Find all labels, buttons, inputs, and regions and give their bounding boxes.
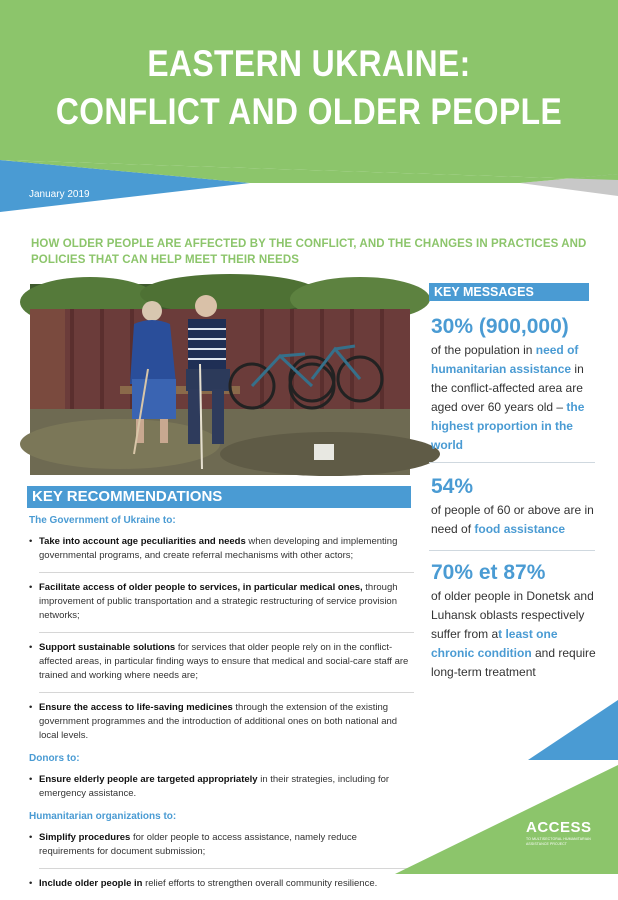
logo-word: ACCESS [526, 819, 592, 836]
recommendation-bold: Simplify procedures [39, 832, 131, 843]
message-text: of people of 60 or above are in need of [431, 503, 594, 536]
recommendation-text: for older people to access assistance, namely reduce requirements for document submission; [39, 832, 357, 857]
document-title [43, 40, 574, 136]
publication-date: January 2019 [29, 189, 90, 200]
key-message-1 [431, 314, 596, 455]
title-line-2: CONFLICT AND OLDER PEOPLE [55, 91, 563, 132]
recommendation-text: through the extension of the existing government programmes and the introduction of additional ones on both national and local levels. [39, 702, 398, 741]
message-text: in the conflict-affected area are aged over 60 years old – [431, 362, 584, 414]
message-highlight: need of humanitarian assistance [431, 343, 579, 376]
recommendation-text: relief efforts to strengthen overall community resilience. [142, 878, 378, 889]
key-message-3 [431, 560, 596, 682]
divider [39, 632, 414, 633]
humanitarian-heading: Humanitarian organizations to: [29, 811, 177, 822]
recommendation-item [29, 877, 414, 891]
recommendation-bold: Include older people in [39, 878, 143, 889]
photo-elderly-couple [30, 284, 410, 475]
divider [429, 550, 595, 551]
recommendation-bold: Support sustainable solutions [39, 642, 176, 653]
stat-value: 54% [431, 475, 474, 498]
recommendation-bold: Ensure the access to life-saving medicines [39, 702, 233, 713]
government-heading: The Government of Ukraine to: [29, 515, 176, 526]
subtitle: HOW OLDER PEOPLE ARE AFFECTED BY THE CONFLICT, AND THE CHANGES IN PRACTICES AND POLICIES THAT CAN HELP MEET THEIR NEEDS [31, 238, 587, 266]
recommendation-text: for services that older people rely on in the conflict-affected areas, in particular finding ways to ensure that medical and social-care staff are trained and working where needs are; [39, 642, 409, 681]
logo-subtitle-1: TO MULTISECTORAL HUMANITARIAN [526, 837, 591, 841]
recommendation-item [29, 535, 414, 563]
recommendation-item [29, 641, 414, 683]
key-messages-header: KEY MESSAGES [429, 283, 589, 301]
access-logo [526, 820, 596, 846]
key-message-2 [431, 474, 596, 539]
key-recommendations-header: KEY RECOMMENDATIONS [27, 486, 411, 508]
divider [429, 462, 595, 463]
message-highlight: food assistance [474, 522, 566, 536]
message-highlight: t least one chronic condition [431, 627, 558, 660]
recommendation-text: through improvement of public transportation and a strategic restructuring of service provision networks; [39, 582, 398, 621]
recommendation-text: in their strategies, including for emergency assistance. [39, 774, 390, 799]
logo-subtitle-2: ASSISTANCE PROJECT [526, 842, 568, 846]
recommendation-text: when developing and implementing governmental programs, and create referral mechanisms with other actors; [39, 536, 398, 561]
message-highlight: the highest proportion in the world [431, 400, 585, 452]
recommendation-bold: Facilitate access of older people to services, in particular medical ones, [39, 582, 363, 593]
recommendation-bold: Ensure elderly people are targeted appropriately [39, 774, 258, 785]
footer-background [0, 690, 618, 874]
recommendation-bold: Take into account age peculiarities and needs [39, 536, 246, 547]
donors-heading: Donors to: [29, 753, 80, 764]
message-text: and require long-term treatment [431, 646, 596, 679]
stat-value: 30% (900,000) [431, 315, 569, 338]
divider [39, 572, 414, 573]
recommendation-item [29, 581, 414, 623]
title-line-1: EASTERN UKRAINE: [147, 43, 471, 84]
message-text: of the population in [431, 343, 536, 357]
message-text: of older people in Donetsk and Luhansk oblasts respectively suffer from a [431, 589, 594, 641]
stat-value: 70% et 87% [431, 561, 546, 584]
